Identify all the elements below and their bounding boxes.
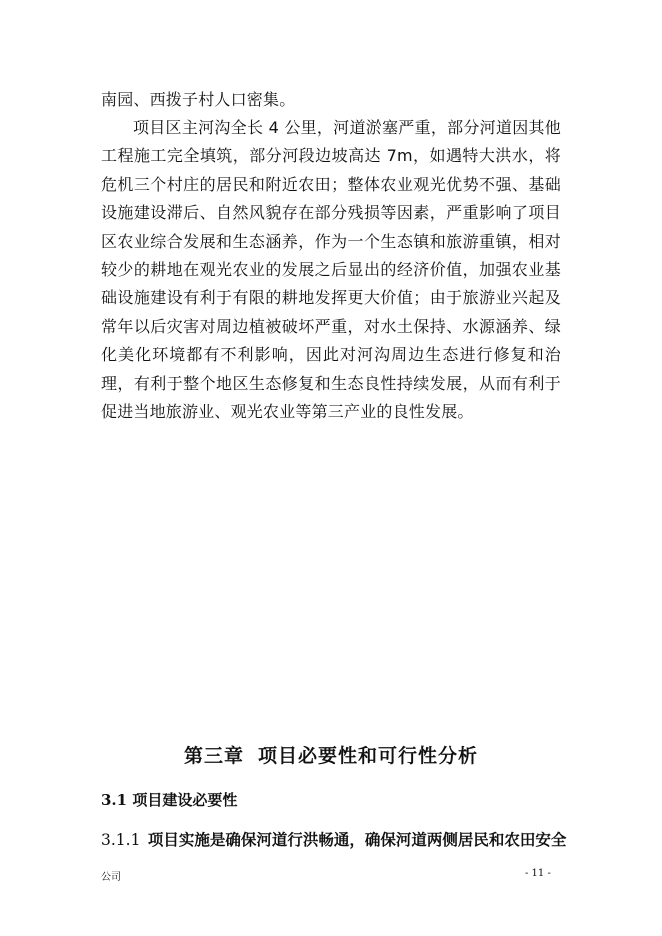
section-heading: 3.1 项目建设必要性 — [101, 791, 238, 809]
main-paragraph: 项目区主河沟全长 4 公里，河道淤塞严重，部分河道因其他工程施工完全填筑，部分河段边坡高达 7m，如遇特大洪水，将危机三个村庄的居民和附近农田；整体农业观光优势不强、基础设施建设滞后、自然风貌存在部分残损等因素，严重影响了项目区农业综合发展和生态涵养，作为一个生态镇和旅游重镇，相对较少的耕地在观光农业的发展之后显出的经济价值，加强农业基础设施建设有利于有限的耕地发挥更大价值；由于旅游业兴起及常年以后灾害对周边植被破坏严重，对水土保持、水源涵养、绿化美化环境都有不利影响，因此对河沟周边生态进行修复和治理，有利于整个地区生态修复和生态良性持续发展，从而有利于促进当地旅游业、观光农业等第三产业的良性发展。 — [101, 118, 561, 422]
subsection-title: 项目实施是确保河道行洪畅通，确保河道两侧居民和农田安全 — [147, 830, 567, 849]
continuation-paragraph: 南园、西拨子村人口密集。 — [101, 90, 296, 109]
page-number: - 11 - — [525, 868, 551, 879]
footer-company: 公司 — [101, 872, 121, 883]
chapter-heading — [0, 741, 662, 768]
chapter-title: 项目必要性和可行性分析 — [258, 745, 479, 767]
subsection-number: 3.1.1 — [101, 831, 141, 849]
chapter-label: 第三章 — [183, 745, 244, 767]
subsection-heading — [101, 828, 571, 850]
